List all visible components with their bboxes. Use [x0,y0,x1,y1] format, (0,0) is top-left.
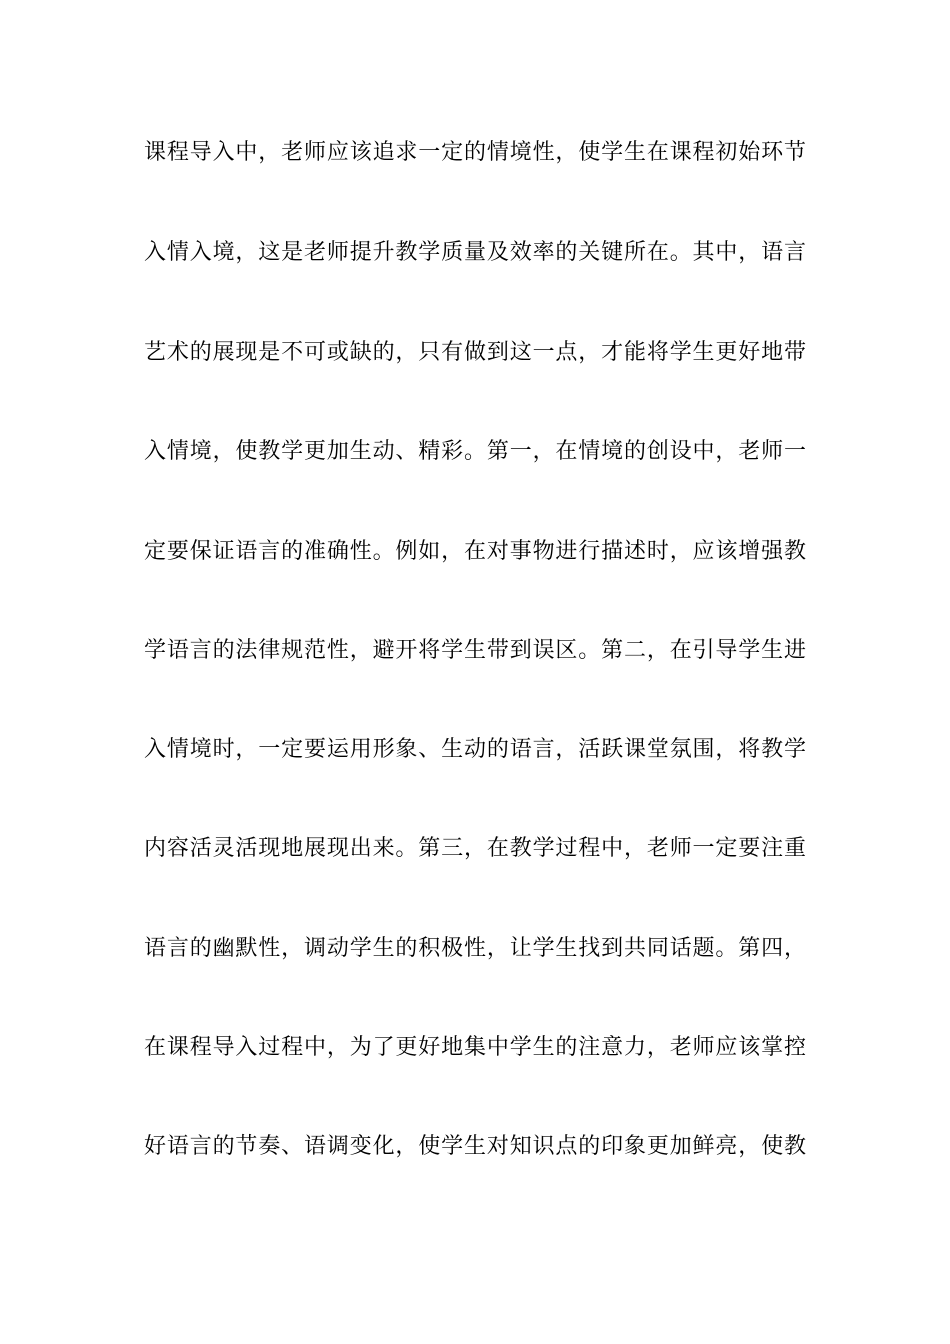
paragraph-line-3: 艺术的展现是不可或缺的，只有做到这一点，才能将学生更好地带 [144,340,806,365]
paragraph-line-6: 学语言的法律规范性，避开将学生带到误区。第二，在引导学生进 [144,638,806,663]
paragraph-line-8: 内容活灵活现地展现出来。第三，在教学过程中，老师一定要注重 [144,836,806,861]
paragraph-line-7: 入情境时，一定要运用形象、生动的语言，活跃课堂氛围，将教学 [144,737,806,762]
paragraph-line-10: 在课程导入过程中，为了更好地集中学生的注意力，老师应该掌控 [144,1035,806,1060]
paragraph-line-2: 入情入境，这是老师提升教学质量及效率的关键所在。其中，语言 [144,240,806,265]
paragraph-line-4: 入情境，使教学更加生动、精彩。第一，在情境的创设中，老师一 [144,439,806,464]
paragraph-line-1: 课程导入中，老师应该追求一定的情境性，使学生在课程初始环节 [144,140,806,165]
paragraph-line-11: 好语言的节奏、语调变化，使学生对知识点的印象更加鲜亮，使教 [144,1134,806,1159]
paragraph-line-5: 定要保证语言的准确性。例如，在对事物进行描述时，应该增强教 [144,539,806,564]
paragraph-line-9: 语言的幽默性，调动学生的积极性，让学生找到共同话题。第四， [144,936,806,961]
